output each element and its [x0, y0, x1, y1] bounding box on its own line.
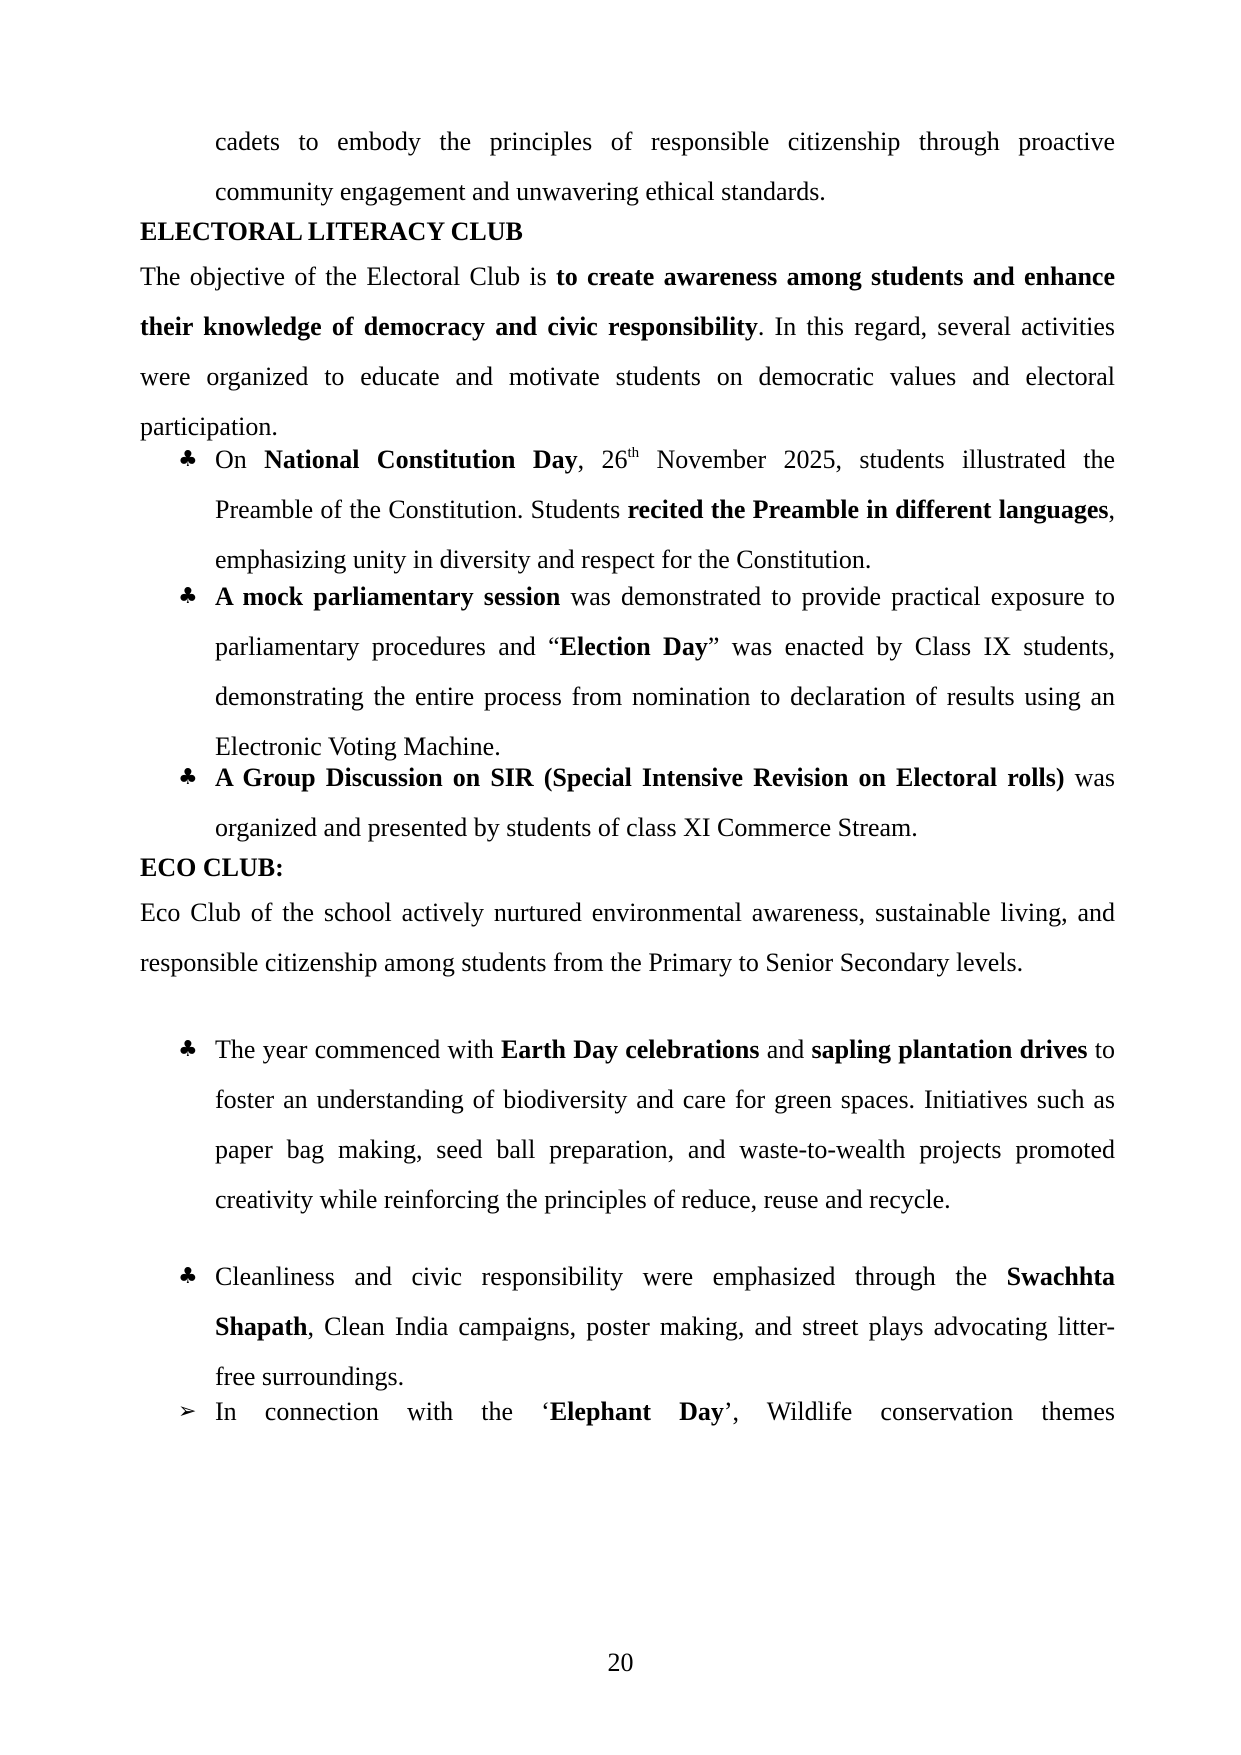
club-icon: ♣ [178, 447, 198, 472]
electoral-item-2: A mock parliamentary session was demonstrated to provide practical exposure to parliamentary procedures and “Election Day” was enacted by Class IX students, demonstrating the entire process from nomination to declaration of results using an Electronic Voting Machine. [215, 582, 1116, 761]
club-icon: ♣ [178, 765, 198, 790]
electoral-item-3: A Group Discussion on SIR (Special Intensive Revision on Electoral rolls) was organized and presented by students of class XI Commerce Stream. [215, 763, 1116, 842]
club-icon: ♣ [178, 584, 198, 609]
electoral-heading: ELECTORAL LITERACY CLUB [140, 217, 523, 246]
page-number: 20 [607, 1648, 634, 1677]
eco-heading: ECO CLUB: [140, 853, 284, 882]
electoral-para-text: . In this regard, several activities were organized to educate and motivate students on democratic values and electoral participation. [140, 312, 1115, 441]
electoral-para-bold: to create awareness among students and enhance their knowledge of democracy and civic responsibility [140, 262, 1116, 341]
eco-item-2: Cleanliness and civic responsibility were emphasized through the Swachhta Shapath, Clean India campaigns, poster making, and street plays advocating litter-free surroundings. [215, 1262, 1115, 1391]
eco-paragraph: Eco Club of the school actively nurtured environmental awareness, sustainable living, and responsible citizenship among students from the Primary to Senior Secondary levels. [140, 898, 1115, 977]
club-icon: ♣ [178, 1264, 198, 1289]
electoral-item-1: On National Constitution Day, 26th November 2025, students illustrated the Preamble of the Constitution. Students recited the Preamble in different languages, emphasizing unity in diversity and respect for the Constitution. [215, 445, 1116, 574]
electoral-para-text: The objective of the Electoral Club is [140, 262, 557, 291]
intro-paragraph: cadets to embody the principles of responsible citizenship through proactive community engagement and unwavering ethical standards. [215, 127, 1115, 206]
eco-item-1: The year commenced with Earth Day celebrations and sapling plantation drives to foster an understanding of biodiversity and care for green spaces. Initiatives such as paper bag making, seed ball preparation, and waste-to-wealth projects promoted creativity while reinforcing the principles of reduce, reuse and recycle. [215, 1035, 1115, 1214]
eco-item-3: In connection with the ‘Elephant Day’, Wildlife conservation themes [215, 1397, 1116, 1426]
electoral-paragraph [140, 252, 1115, 452]
arrowhead-icon: ➢ [178, 1399, 197, 1424]
club-icon: ♣ [178, 1037, 198, 1062]
